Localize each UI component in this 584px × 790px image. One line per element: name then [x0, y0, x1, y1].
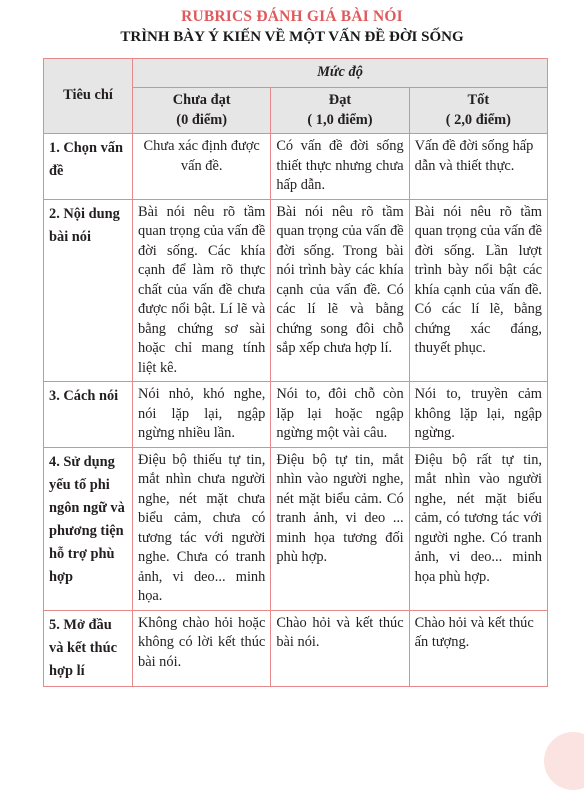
- table-row: [44, 447, 548, 610]
- page-header: [0, 0, 584, 46]
- level-name: Đạt: [328, 92, 352, 108]
- criterion-cell: 4. Sử dụng yếu tố phi ngôn ngữ và phương tiện hỗ trợ phù hợp: [44, 447, 133, 610]
- table-row: [44, 134, 548, 200]
- criterion-cell: 2. Nội dung bài nói: [44, 199, 133, 382]
- level-score: ( 1,0 điểm): [307, 111, 373, 128]
- level-header-not-met: [133, 88, 271, 134]
- criterion-cell: 3. Cách nói: [44, 382, 133, 448]
- table-row: [44, 382, 548, 448]
- criterion-cell: 1. Chọn vấn đề: [44, 134, 133, 200]
- level-header: Mức độ: [133, 59, 548, 88]
- good-cell: Chào hỏi và kết thúc ấn tượng.: [409, 610, 547, 686]
- good-cell: Vấn đề đời sống hấp dẫn và thiết thực.: [409, 134, 547, 200]
- met-cell: Có vấn đề đời sống thiết thực nhưng chưa hấp dẫn.: [271, 134, 409, 200]
- rubric-title: RUBRICS ĐÁNH GIÁ BÀI NÓI: [181, 8, 403, 25]
- not-met-cell: Điệu bộ thiếu tự tin, mắt nhìn chưa người nghe, nét mặt chưa biểu cảm, chưa có tương tác với người nghe. Chưa có tranh ảnh, vi deo... minh họa.: [133, 447, 271, 610]
- good-cell: Điệu bộ rất tự tin, mắt nhìn vào người nghe, nét mặt biểu cảm, có tương tác với người nghe. Có tranh ảnh, vi deo... minh họa phù hợp.: [409, 447, 547, 610]
- level-name: Chưa đạt: [172, 92, 231, 108]
- corner-decoration: [544, 732, 584, 790]
- good-cell: Nói to, truyền cảm không lặp lại, ngập ngừng.: [409, 382, 547, 448]
- table-row: [44, 610, 548, 686]
- rubric-subtitle: TRÌNH BÀY Ý KIẾN VỀ MỘT VẤN ĐỀ ĐỜI SỐNG: [120, 29, 464, 45]
- level-header-met: [271, 88, 409, 134]
- met-cell: Bài nói nêu rõ tầm quan trọng của vấn đề đời sống. Trong bài nói trình bày các khía cạnh của vấn đề. Có các lí lẽ và bằng chứng song đôi chỗ sắp xếp chưa hợp lí.: [271, 199, 409, 382]
- met-cell: Nói to, đôi chỗ còn lặp lại hoặc ngập ngừng một vài câu.: [271, 382, 409, 448]
- level-score: (0 điểm): [176, 111, 228, 128]
- level-header-good: [409, 88, 547, 134]
- rubric-table: [43, 58, 548, 687]
- met-cell: Chào hỏi và kết thúc bài nói.: [271, 610, 409, 686]
- criteria-header: Tiêu chí: [44, 59, 133, 134]
- criterion-cell: 5. Mở đầu và kết thúc hợp lí: [44, 610, 133, 686]
- table-row: [44, 199, 548, 382]
- met-cell: Điệu bộ tự tin, mắt nhìn vào người nghe, nét mặt biểu cảm. Có tranh ảnh, vi deo ... minh họa tương đối phù hợp.: [271, 447, 409, 610]
- level-name: Tốt: [467, 92, 490, 108]
- not-met-cell: Chưa xác định được vấn đề.: [133, 134, 271, 200]
- good-cell: Bài nói nêu rõ tầm quan trọng của vấn đề đời sống. Lần lượt trình bày nổi bật các khía cạnh của vấn đề. Có các lí lẽ, bằng chứng xác đáng, thuyết phục.: [409, 199, 547, 382]
- not-met-cell: Nói nhỏ, khó nghe, nói lặp lại, ngập ngừng nhiều lần.: [133, 382, 271, 448]
- not-met-cell: Không chào hỏi hoặc không có lời kết thúc bài nói.: [133, 610, 271, 686]
- not-met-cell: Bài nói nêu rõ tầm quan trọng của vấn đề đời sống. Các khía cạnh để làm rõ thực chất của vấn đề chưa được nổi bật. Lí lẽ và bằng chứng sơ sài hoặc chỉ mang tính liệt kê.: [133, 199, 271, 382]
- level-score: ( 2,0 điểm): [445, 111, 511, 128]
